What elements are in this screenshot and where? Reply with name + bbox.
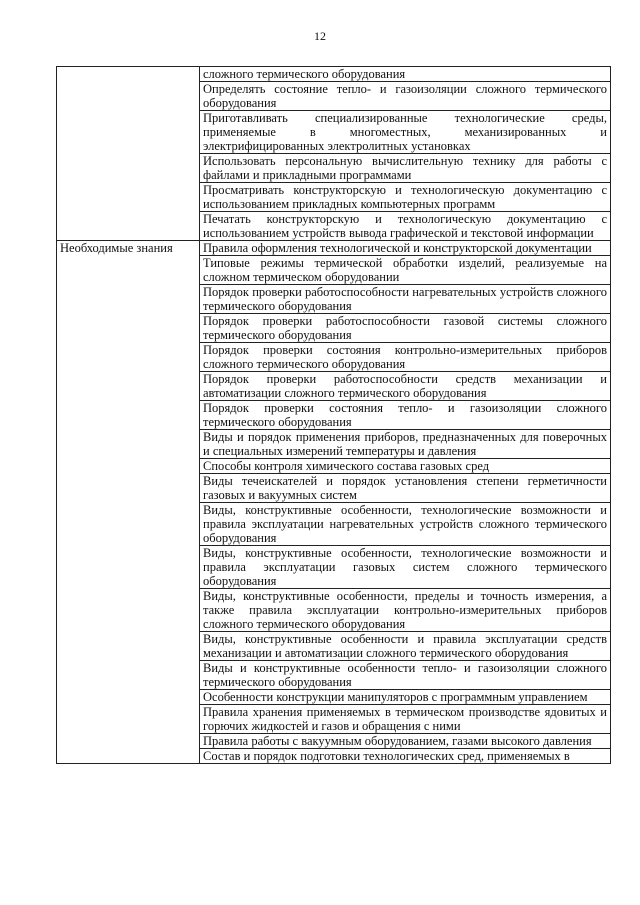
knowledge-item: Виды и порядок применения приборов, предназначенных для поверочных и специальных измерений температуры и давления bbox=[200, 430, 611, 459]
knowledge-item: Порядок проверки работоспособности газовой системы сложного термического оборудования bbox=[200, 314, 611, 343]
knowledge-item: Правила оформления технологической и конструкторской документации bbox=[200, 241, 611, 256]
knowledge-item: Виды, конструктивные особенности, технологические возможности и правила эксплуатации газовых систем сложного термического оборудования bbox=[200, 546, 611, 589]
skill-item: Определять состояние тепло- и газоизоляции сложного термического оборудования bbox=[200, 82, 611, 111]
knowledge-item: Виды течеискателей и порядок установления степени герметичности газовых и вакуумных систем bbox=[200, 474, 611, 503]
knowledge-item: Порядок проверки работоспособности средств механизации и автоматизации сложного термического оборудования bbox=[200, 372, 611, 401]
knowledge-item: Способы контроля химического состава газовых сред bbox=[200, 459, 611, 474]
knowledge-item: Виды, конструктивные особенности и правила эксплуатации средств механизации и автоматизации сложного термического оборудования bbox=[200, 632, 611, 661]
skill-item: Приготавливать специализированные технологические среды, применяемые в многоместных, механизированных и электрифицированных электролитных установках bbox=[200, 111, 611, 154]
table-row bbox=[57, 67, 611, 82]
knowledge-item: Порядок проверки состояния контрольно-измерительных приборов сложного термического оборудования bbox=[200, 343, 611, 372]
skill-item: Просматривать конструкторскую и технологическую документацию с использованием прикладных компьютерных программ bbox=[200, 183, 611, 212]
knowledge-item: Виды и конструктивные особенности тепло- и газоизоляции сложного термического оборудования bbox=[200, 661, 611, 690]
skill-item: Использовать персональную вычислительную технику для работы с файлами и прикладными программами bbox=[200, 154, 611, 183]
knowledge-label: Необходимые знания bbox=[57, 241, 200, 764]
skill-item: Печатать конструкторскую и технологическую документацию с использованием устройств вывода графической и текстовой информации bbox=[200, 212, 611, 241]
skills-label-cell bbox=[57, 67, 200, 241]
knowledge-item: Виды, конструктивные особенности, технологические возможности и правила эксплуатации нагревательных устройств сложного термического оборудования bbox=[200, 503, 611, 546]
page-number: 12 bbox=[314, 29, 326, 43]
knowledge-item: Правила хранения применяемых в термическом производстве ядовитых и горючих жидкостей и газов и обращения с ними bbox=[200, 705, 611, 734]
knowledge-item: Состав и порядок подготовки технологических сред, применяемых в bbox=[200, 749, 611, 764]
skill-item: сложного термического оборудования bbox=[200, 67, 611, 82]
knowledge-item: Порядок проверки работоспособности нагревательных устройств сложного термического оборудования bbox=[200, 285, 611, 314]
knowledge-item: Порядок проверки состояния тепло- и газоизоляции сложного термического оборудования bbox=[200, 401, 611, 430]
knowledge-item: Типовые режимы термической обработки изделий, реализуемые на сложном термическом оборудовании bbox=[200, 256, 611, 285]
competency-table bbox=[56, 66, 611, 764]
knowledge-item: Виды, конструктивные особенности, пределы и точность измерения, а также правила эксплуатации контрольно-измерительных приборов сложного термического оборудования bbox=[200, 589, 611, 632]
table-row bbox=[57, 241, 611, 256]
knowledge-item: Правила работы с вакуумным оборудованием, газами высокого давления bbox=[200, 734, 611, 749]
knowledge-item: Особенности конструкции манипуляторов с программным управлением bbox=[200, 690, 611, 705]
